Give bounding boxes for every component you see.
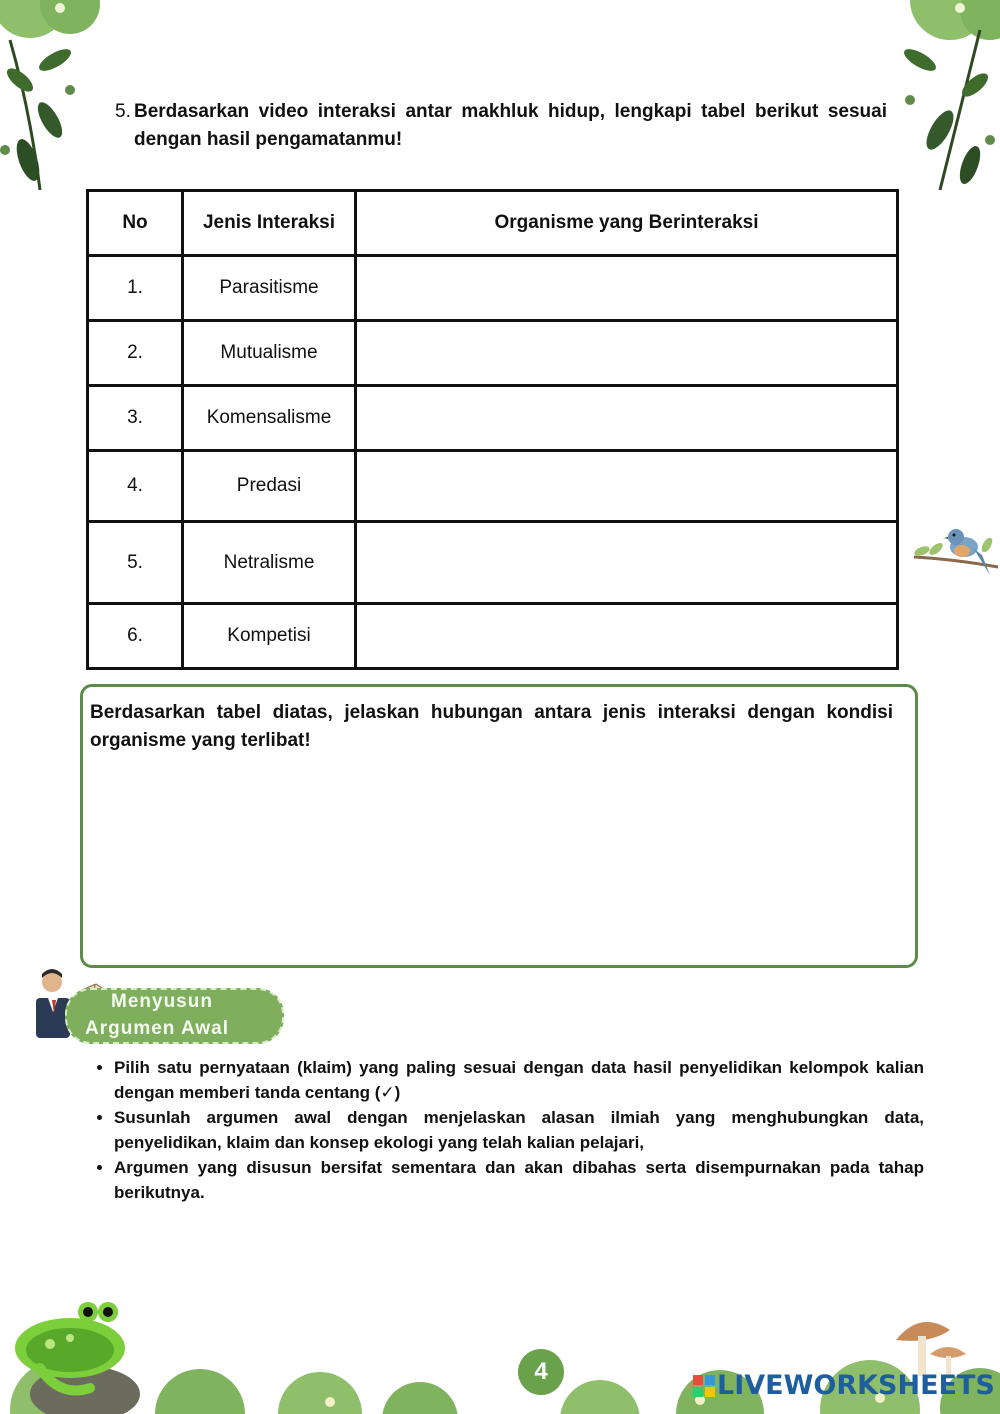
table-row: [88, 604, 898, 669]
liveworksheets-logo-icon: [693, 1375, 715, 1397]
row-jenis: Parasitisme: [183, 256, 356, 321]
watermark-text: LIVEWORKSHEETS: [717, 1370, 995, 1401]
question-number: 5.: [115, 101, 131, 122]
leaves-top-right-decoration: [880, 0, 1000, 200]
liveworksheets-brand: [693, 1370, 995, 1401]
row-number: 6.: [88, 604, 183, 669]
table-row: [88, 256, 898, 321]
question-text: Berdasarkan video interaksi antar makhluk hidup, lengkapi tabel berikut sesuai dengan hasil pengamatanmu!: [134, 101, 887, 150]
row-jenis: Netralisme: [183, 522, 356, 604]
row-number: 5.: [88, 522, 183, 604]
organisme-answer-cell[interactable]: [356, 451, 898, 522]
header-organisme: Organisme yang Berinteraksi: [356, 191, 898, 256]
list-item: • Pilih satu pernyataan (klaim) yang paling sesuai dengan data hasil penyelidikan kelompok kalian dengan memberi tanda centang (✓): [114, 1055, 924, 1105]
row-jenis: Kompetisi: [183, 604, 356, 669]
section-title-pill: [65, 988, 284, 1044]
organisme-answer-cell[interactable]: [356, 604, 898, 669]
instruction-list: [92, 1055, 924, 1205]
table-row: [88, 386, 898, 451]
row-number: 2.: [88, 321, 183, 386]
row-jenis: Predasi: [183, 451, 356, 522]
page-number: 4: [518, 1349, 564, 1395]
table-row: [88, 522, 898, 604]
header-jenis-interaksi: Jenis Interaksi: [183, 191, 356, 256]
list-item: • Argumen yang disusun bersifat sementara dan akan dibahas serta disempurnakan pada tahap berikutnya.: [114, 1155, 924, 1205]
header-no: No: [88, 191, 183, 256]
table-row: [88, 451, 898, 522]
row-jenis: Komensalisme: [183, 386, 356, 451]
bird-decoration: [912, 515, 1000, 585]
organisme-answer-cell[interactable]: [356, 386, 898, 451]
organisme-answer-cell[interactable]: [356, 522, 898, 604]
list-item: • Susunlah argumen awal dengan menjelaskan alasan ilmiah yang menghubungkan data, penyelidikan, klaim dan konsep ekologi yang telah kalian pelajari,: [114, 1105, 924, 1155]
table-header-row: [88, 191, 898, 256]
answer-box[interactable]: [80, 684, 918, 968]
organisme-answer-cell[interactable]: [356, 256, 898, 321]
leaves-top-left-decoration: [0, 0, 110, 200]
section-title-line2: Argumen Awal: [85, 1018, 229, 1039]
table-row: [88, 321, 898, 386]
row-number: 1.: [88, 256, 183, 321]
interaction-table: [86, 189, 899, 670]
frog-decoration: [0, 1298, 170, 1414]
question-5: [115, 98, 887, 154]
row-jenis: Mutualisme: [183, 321, 356, 386]
row-number: 3.: [88, 386, 183, 451]
answer-prompt: Berdasarkan tabel diatas, jelaskan hubungan antara jenis interaksi dengan kondisi organisme yang terlibat!: [90, 702, 893, 751]
row-number: 4.: [88, 451, 183, 522]
section-title-line1: Menyusun: [111, 991, 213, 1012]
organisme-answer-cell[interactable]: [356, 321, 898, 386]
